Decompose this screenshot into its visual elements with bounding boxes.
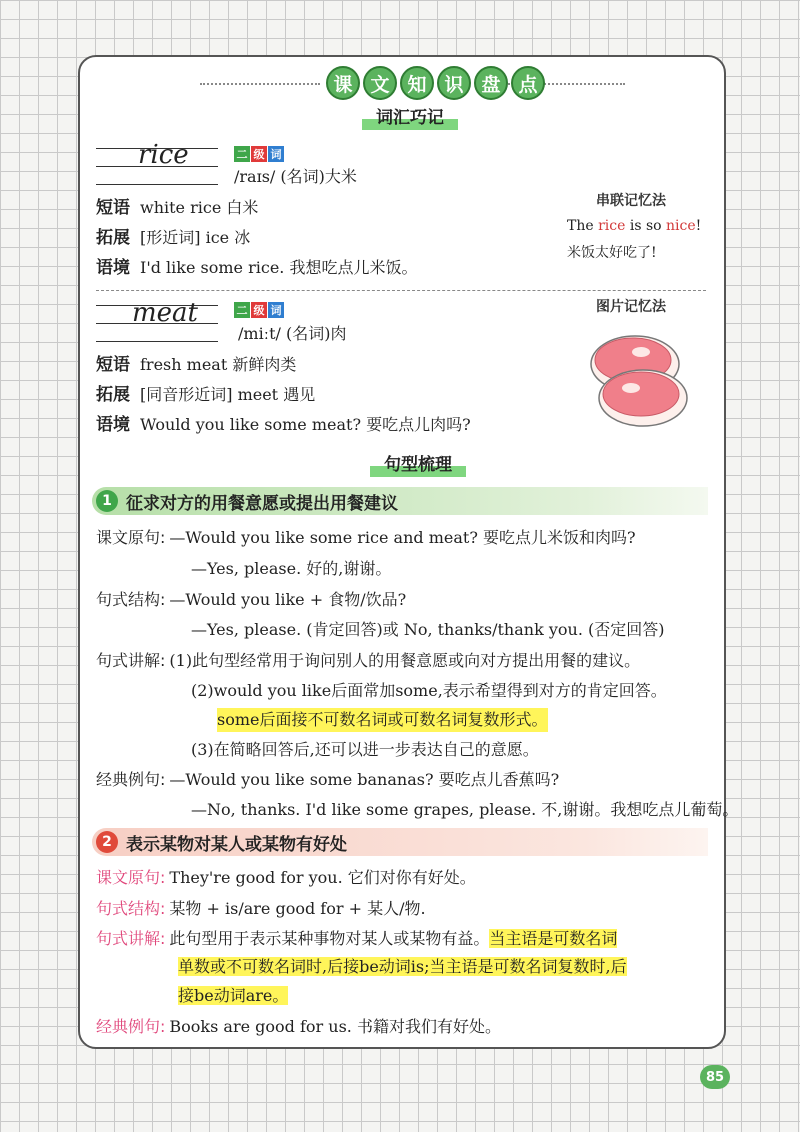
title-char: 点 [511,66,545,100]
row-text: 某物 + is/are good for + 某人/物. [169,899,426,918]
row-label: 课文原句: [96,868,166,887]
extend-line [96,226,250,250]
line-text: fresh meat 新鲜肉类 [140,355,297,374]
meat-slices-icon [585,322,695,430]
memory-title: 串联记忆法 [596,193,666,209]
line-text: I'd like some rice. 我想吃点儿米饭。 [140,258,418,277]
section-row: —No, thanks. I'd like some grapes, please. 不,谢谢。我想吃点儿葡萄。 [191,800,739,819]
phonetic: /miːt/ (名词)肉 [238,324,347,343]
row-text: 此句型用于表示某种事物对某人或某物有益。 [169,929,490,948]
context-line [96,256,417,280]
context-line [96,413,471,437]
section-title: 征求对方的用餐意愿或提出用餐建议 [126,493,398,514]
level-badge [234,302,285,318]
section-1-header [92,487,708,515]
row-label: 句式结构: [96,899,166,918]
page-number: 85 [700,1065,730,1089]
pattern-title: 句型梳理 [370,453,466,477]
phrase-line [96,353,296,377]
section-row [96,866,476,890]
section-row [96,897,426,921]
row-label: 课文原句: [96,528,166,547]
section-row [96,927,617,951]
row-label: 经典例句: [96,770,166,789]
section-row [96,588,406,612]
row-text: (1)此句型经常用于询问别人的用餐意愿或向对方提出用餐的建议。 [169,651,641,670]
row-highlight: 单数或不可数名词时,后接be动词is;当主语是可数名词复数时,后 [178,957,627,976]
phonetic: /raɪs/ (名词)大米 [234,167,357,186]
badge-char: 词 [268,302,284,318]
title-char: 课 [326,66,360,100]
page-title [326,66,545,100]
vocab-title: 词汇巧记 [362,106,458,130]
section-row [96,1015,501,1039]
row-highlight: 接be动词are。 [178,986,289,1005]
section-row [96,768,559,792]
badge-char: 词 [268,146,284,162]
title-char: 文 [363,66,397,100]
title-char: 盘 [474,66,508,100]
row-label: 句式讲解: [96,651,166,670]
memory-red: nice [666,218,696,234]
memory-text: The [567,218,599,234]
phrase-line [96,196,258,220]
title-char: 知 [400,66,434,100]
line-label: 短语 [96,355,130,375]
row-text: —Would you like + 食物/饮品? [169,590,407,609]
section-row: (3)在简略回答后,还可以进一步表达自己的意愿。 [191,740,539,759]
extend-line [96,383,315,407]
level-badge [234,146,285,162]
memory-sentence [567,214,701,238]
line-text: [形近词] ice 冰 [140,228,251,247]
section-number: 1 [96,490,118,512]
line-label: 语境 [96,415,130,435]
row-label: 经典例句: [96,1017,166,1036]
section-2-header [92,828,708,856]
section-row [178,984,288,1008]
memory-text: ! [695,218,702,234]
highlight-note: some后面接不可数名词或可数名词复数形式。 [217,708,548,732]
line-label: 语境 [96,258,130,278]
handwriting-rule [96,184,218,185]
row-text: —Would you like some rice and meat? 要吃点儿米饭和肉吗? [169,528,636,547]
section-row: (2)would you like后面常加some,表示希望得到对方的肯定回答。 [191,681,667,700]
line-text: Would you like some meat? 要吃点儿肉吗? [140,415,471,434]
divider-left [200,83,320,85]
handwriting-rule [96,341,218,342]
row-text: They're good for you. 它们对你有好处。 [169,868,476,887]
section-title: 表示某物对某人或某物有好处 [126,834,347,855]
memory-red: rice [598,218,626,234]
row-text: Books are good for us. 书籍对我们有好处。 [169,1017,501,1036]
badge-char: 级 [251,302,267,318]
word-meat: meat [132,298,198,328]
section-row [96,526,636,550]
row-label: 句式讲解: [96,929,166,948]
word-rice: rice [138,140,189,170]
word-divider [96,290,706,291]
badge-char: 级 [251,146,267,162]
row-label: 句式结构: [96,590,166,609]
memory-text: is so [625,218,667,234]
badge-char: 二 [234,302,250,318]
section-number: 2 [96,831,118,853]
line-text: [同音形近词] meet 遇见 [140,385,316,404]
line-label: 拓展 [96,385,130,405]
line-label: 短语 [96,198,130,218]
section-row [96,649,640,673]
row-highlight: 当主语是可数名词 [489,929,618,948]
row-text: —Would you like some bananas? 要吃点儿香蕉吗? [169,770,560,789]
memory-title: 图片记忆法 [596,299,666,315]
memory-translation: 米饭太好吃了! [567,245,657,261]
section-row: —Yes, please. 好的,谢谢。 [191,559,392,578]
line-text: white rice 白米 [140,198,259,217]
section-row [178,955,627,979]
badge-char: 二 [234,146,250,162]
line-label: 拓展 [96,228,130,248]
title-char: 识 [437,66,471,100]
section-row: —Yes, please. (肯定回答)或 No, thanks/thank you. (否定回答) [191,620,665,639]
